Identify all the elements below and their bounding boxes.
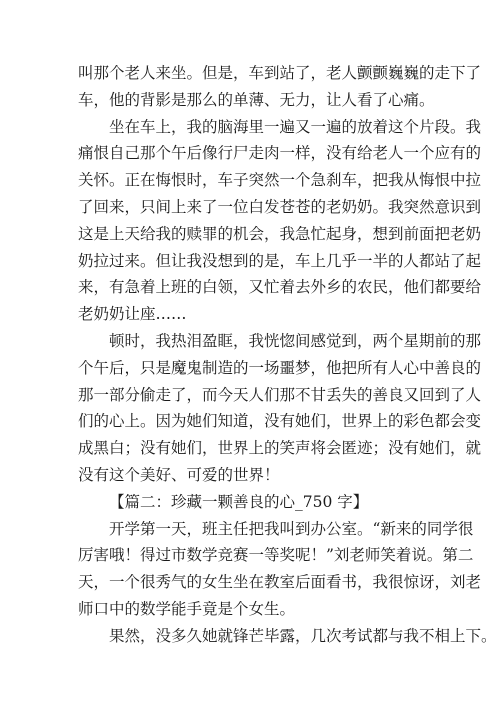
text-line: 成黑白；没有她们，世界上的笑声将会匿迹；没有她们，就 <box>78 439 482 458</box>
text-line: 奶拉过来。但让我没想到的是，车上几乎一半的人都站了起 <box>78 251 482 270</box>
text-line: 痛恨自己那个午后像行尸走肉一样，没有给老人一个应有的 <box>78 144 482 163</box>
text-line: 来，有急着上班的白领，又忙着去外乡的农民，他们都要给 <box>78 278 482 297</box>
text-line: 那一部分偷走了，而今天人们那不甘丢失的善良又回到了人 <box>78 385 482 404</box>
text-line: 关怀。正在悔恨时，车子突然一个急刹车，把我从悔恨中拉 <box>78 171 482 190</box>
text-line: 个午后，只是魔鬼制造的一场噩梦，他把所有人心中善良的 <box>78 358 482 377</box>
document-body <box>78 60 497 650</box>
text-line: 们的心上。因为她们知道，没有她们，世界上的彩色都会变 <box>78 412 482 431</box>
text-line: 坐在车上，我的脑海里一遍又一遍的放着这个片段。我 <box>109 117 482 136</box>
text-line: 师口中的数学能手竟是个女生。 <box>78 599 296 618</box>
text-line: 顿时，我热泪盈眶，我恍惚间感觉到，两个星期前的那 <box>109 331 482 350</box>
text-line: 老奶奶让座…… <box>78 305 187 324</box>
text-line: 没有这个美好、可爱的世界！ <box>78 465 280 484</box>
text-line: 厉害哦！得过市数学竞赛一等奖呢！”刘老师笑着说。第二 <box>78 546 474 565</box>
text-line: 【篇二：珍藏一颗善良的心_750 字】 <box>109 492 369 511</box>
text-line: 开学第一天，班主任把我叫到办公室。“新来的同学很 <box>109 519 474 538</box>
text-line: 车，他的背影是那么的单薄、无力，让人看了心痛。 <box>78 90 435 109</box>
text-line: 了回来，只间上来了一位白发苍苍的老奶奶。我突然意识到 <box>78 197 482 216</box>
text-line: 果然，没多久她就锋芒毕露，几次考试都与我不相上下。 <box>109 626 497 645</box>
text-line: 天，一个很秀气的女生坐在教室后面看书，我很惊讶，刘老 <box>78 573 482 592</box>
text-line: 这是上天给我的赎罪的机会，我急忙起身，想到前面把老奶 <box>78 224 482 243</box>
text-line: 叫那个老人来坐。但是，车到站了，老人颤颤巍巍的走下了 <box>78 64 482 82</box>
